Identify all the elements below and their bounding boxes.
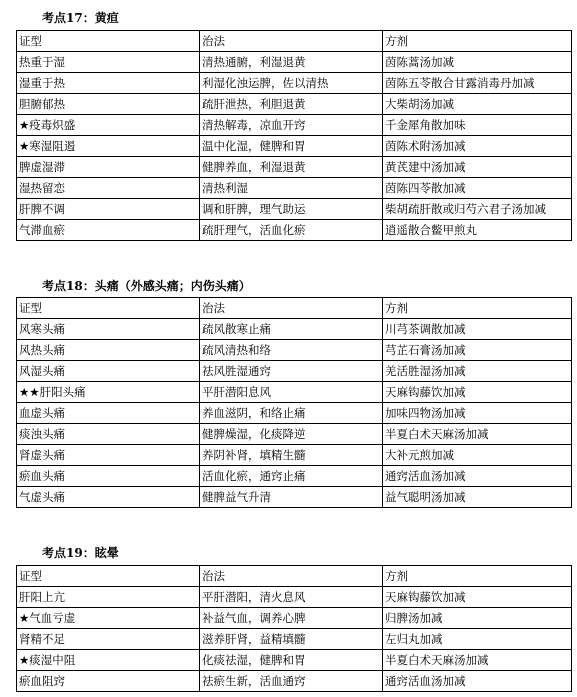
cell-formula: 通窍活血汤加减 [383, 671, 572, 692]
cell-treatment: 平肝潜阳，清火息风 [200, 587, 383, 608]
header-formula: 方剂 [383, 298, 572, 319]
cell-treatment: 清热解毒，凉血开窍 [200, 115, 383, 136]
cell-formula: 茵陈四苓散加减 [383, 178, 572, 199]
table-row [17, 115, 572, 136]
cell-formula: 大补元煎加减 [383, 445, 572, 466]
table-row [17, 650, 572, 671]
table-row [17, 157, 572, 178]
cell-formula: 天麻钩藤饮加减 [383, 587, 572, 608]
cell-treatment: 调和肝脾，理气助运 [200, 199, 383, 220]
table-row [17, 73, 572, 94]
cell-formula: 羌活胜湿汤加减 [383, 361, 572, 382]
cell-formula: 大柴胡汤加减 [383, 94, 572, 115]
cell-syndrome: 脾虚湿滞 [17, 157, 200, 178]
section-title: 考点19：眩晕 [42, 546, 119, 560]
section-title: 考点17：黄疸 [42, 11, 119, 25]
cell-formula: 柴胡疏肝散或归芍六君子汤加减 [383, 199, 572, 220]
header-treatment: 治法 [200, 31, 383, 52]
cell-treatment: 化痰祛湿，健脾和胃 [200, 650, 383, 671]
cell-formula: 半夏白术天麻汤加减 [383, 650, 572, 671]
cell-syndrome: 肝阳上亢 [17, 587, 200, 608]
table-header-row [17, 566, 572, 587]
header-formula: 方剂 [383, 31, 572, 52]
header-syndrome: 证型 [17, 566, 200, 587]
cell-syndrome: ★★肝阳头痛 [17, 382, 200, 403]
header-treatment: 治法 [200, 298, 383, 319]
cell-syndrome: 风寒头痛 [17, 319, 200, 340]
cell-formula: 益气聪明汤加减 [383, 487, 572, 508]
table-row [17, 445, 572, 466]
table-row [17, 136, 572, 157]
cell-treatment: 活血化瘀，通窍止痛 [200, 466, 383, 487]
cell-formula: 茵陈术附汤加减 [383, 136, 572, 157]
cell-treatment: 疏风散寒止痛 [200, 319, 383, 340]
table-row [17, 424, 572, 445]
table-row [17, 340, 572, 361]
section-title: 考点18：头痛（外感头痛；内伤头痛） [42, 279, 251, 293]
cell-syndrome: 血虚头痛 [17, 403, 200, 424]
cell-syndrome: 瘀血头痛 [17, 466, 200, 487]
cell-treatment: 祛风胜湿通窍 [200, 361, 383, 382]
cell-syndrome: 风热头痛 [17, 340, 200, 361]
cell-syndrome: 痰浊头痛 [17, 424, 200, 445]
cell-formula: 加味四物汤加减 [383, 403, 572, 424]
cell-syndrome: 瘀血阻窍 [17, 671, 200, 692]
header-treatment: 治法 [200, 566, 383, 587]
table-row [17, 403, 572, 424]
cell-formula: 左归丸加减 [383, 629, 572, 650]
cell-treatment: 健脾益气升清 [200, 487, 383, 508]
cell-treatment: 滋养肝肾，益精填髓 [200, 629, 383, 650]
table-row [17, 587, 572, 608]
cell-formula: 逍遥散合鳖甲煎丸 [383, 220, 572, 241]
cell-treatment: 养阴补肾，填精生髓 [200, 445, 383, 466]
cell-syndrome: 肝脾不调 [17, 199, 200, 220]
cell-syndrome: 胆腑郁热 [17, 94, 200, 115]
cell-treatment: 祛瘀生新，活血通窍 [200, 671, 383, 692]
cell-syndrome: 风湿头痛 [17, 361, 200, 382]
cell-treatment: 补益气血，调养心脾 [200, 608, 383, 629]
table-row [17, 466, 572, 487]
table-row [17, 671, 572, 692]
headache-table [16, 297, 572, 508]
cell-syndrome: 肾精不足 [17, 629, 200, 650]
header-formula: 方剂 [383, 566, 572, 587]
cell-treatment: 养血滋阴，和络止痛 [200, 403, 383, 424]
cell-treatment: 温中化湿，健脾和胃 [200, 136, 383, 157]
table-row [17, 220, 572, 241]
cell-formula: 茵陈五苓散合甘露消毒丹加减 [383, 73, 572, 94]
cell-syndrome: 湿热留恋 [17, 178, 200, 199]
header-syndrome: 证型 [17, 31, 200, 52]
cell-treatment: 疏肝泄热，利胆退黄 [200, 94, 383, 115]
cell-treatment: 平肝潜阳息风 [200, 382, 383, 403]
table-row [17, 199, 572, 220]
cell-formula: 归脾汤加减 [383, 608, 572, 629]
table-row [17, 629, 572, 650]
jaundice-table [16, 30, 572, 241]
header-syndrome: 证型 [17, 298, 200, 319]
cell-syndrome: ★气血亏虚 [17, 608, 200, 629]
cell-syndrome: 气虚头痛 [17, 487, 200, 508]
cell-treatment: 疏风清热和络 [200, 340, 383, 361]
table-row [17, 178, 572, 199]
cell-formula: 川芎茶调散加减 [383, 319, 572, 340]
cell-treatment: 疏肝理气，活血化瘀 [200, 220, 383, 241]
cell-treatment: 清热利湿 [200, 178, 383, 199]
cell-syndrome: ★寒湿阻遏 [17, 136, 200, 157]
table-row [17, 94, 572, 115]
table-row [17, 382, 572, 403]
table-row [17, 487, 572, 508]
cell-treatment: 利湿化浊运脾，佐以清热 [200, 73, 383, 94]
cell-syndrome: 热重于湿 [17, 52, 200, 73]
cell-formula: 半夏白术天麻汤加减 [383, 424, 572, 445]
cell-formula: 茵陈蒿汤加减 [383, 52, 572, 73]
table-row [17, 52, 572, 73]
cell-syndrome: 气滞血瘀 [17, 220, 200, 241]
table-row [17, 361, 572, 382]
table-row [17, 608, 572, 629]
cell-syndrome: ★疫毒炽盛 [17, 115, 200, 136]
cell-formula: 黄芪建中汤加减 [383, 157, 572, 178]
cell-treatment: 健脾养血，利湿退黄 [200, 157, 383, 178]
cell-formula: 千金犀角散加味 [383, 115, 572, 136]
cell-syndrome: ★痰湿中阻 [17, 650, 200, 671]
cell-treatment: 清热通腑，利湿退黄 [200, 52, 383, 73]
vertigo-table [16, 565, 572, 692]
table-row [17, 319, 572, 340]
cell-formula: 芎芷石膏汤加减 [383, 340, 572, 361]
table-header-row [17, 31, 572, 52]
cell-formula: 天麻钩藤饮加减 [383, 382, 572, 403]
table-header-row [17, 298, 572, 319]
cell-syndrome: 湿重于热 [17, 73, 200, 94]
cell-formula: 通窍活血汤加减 [383, 466, 572, 487]
cell-treatment: 健脾燥湿，化痰降逆 [200, 424, 383, 445]
cell-syndrome: 肾虚头痛 [17, 445, 200, 466]
